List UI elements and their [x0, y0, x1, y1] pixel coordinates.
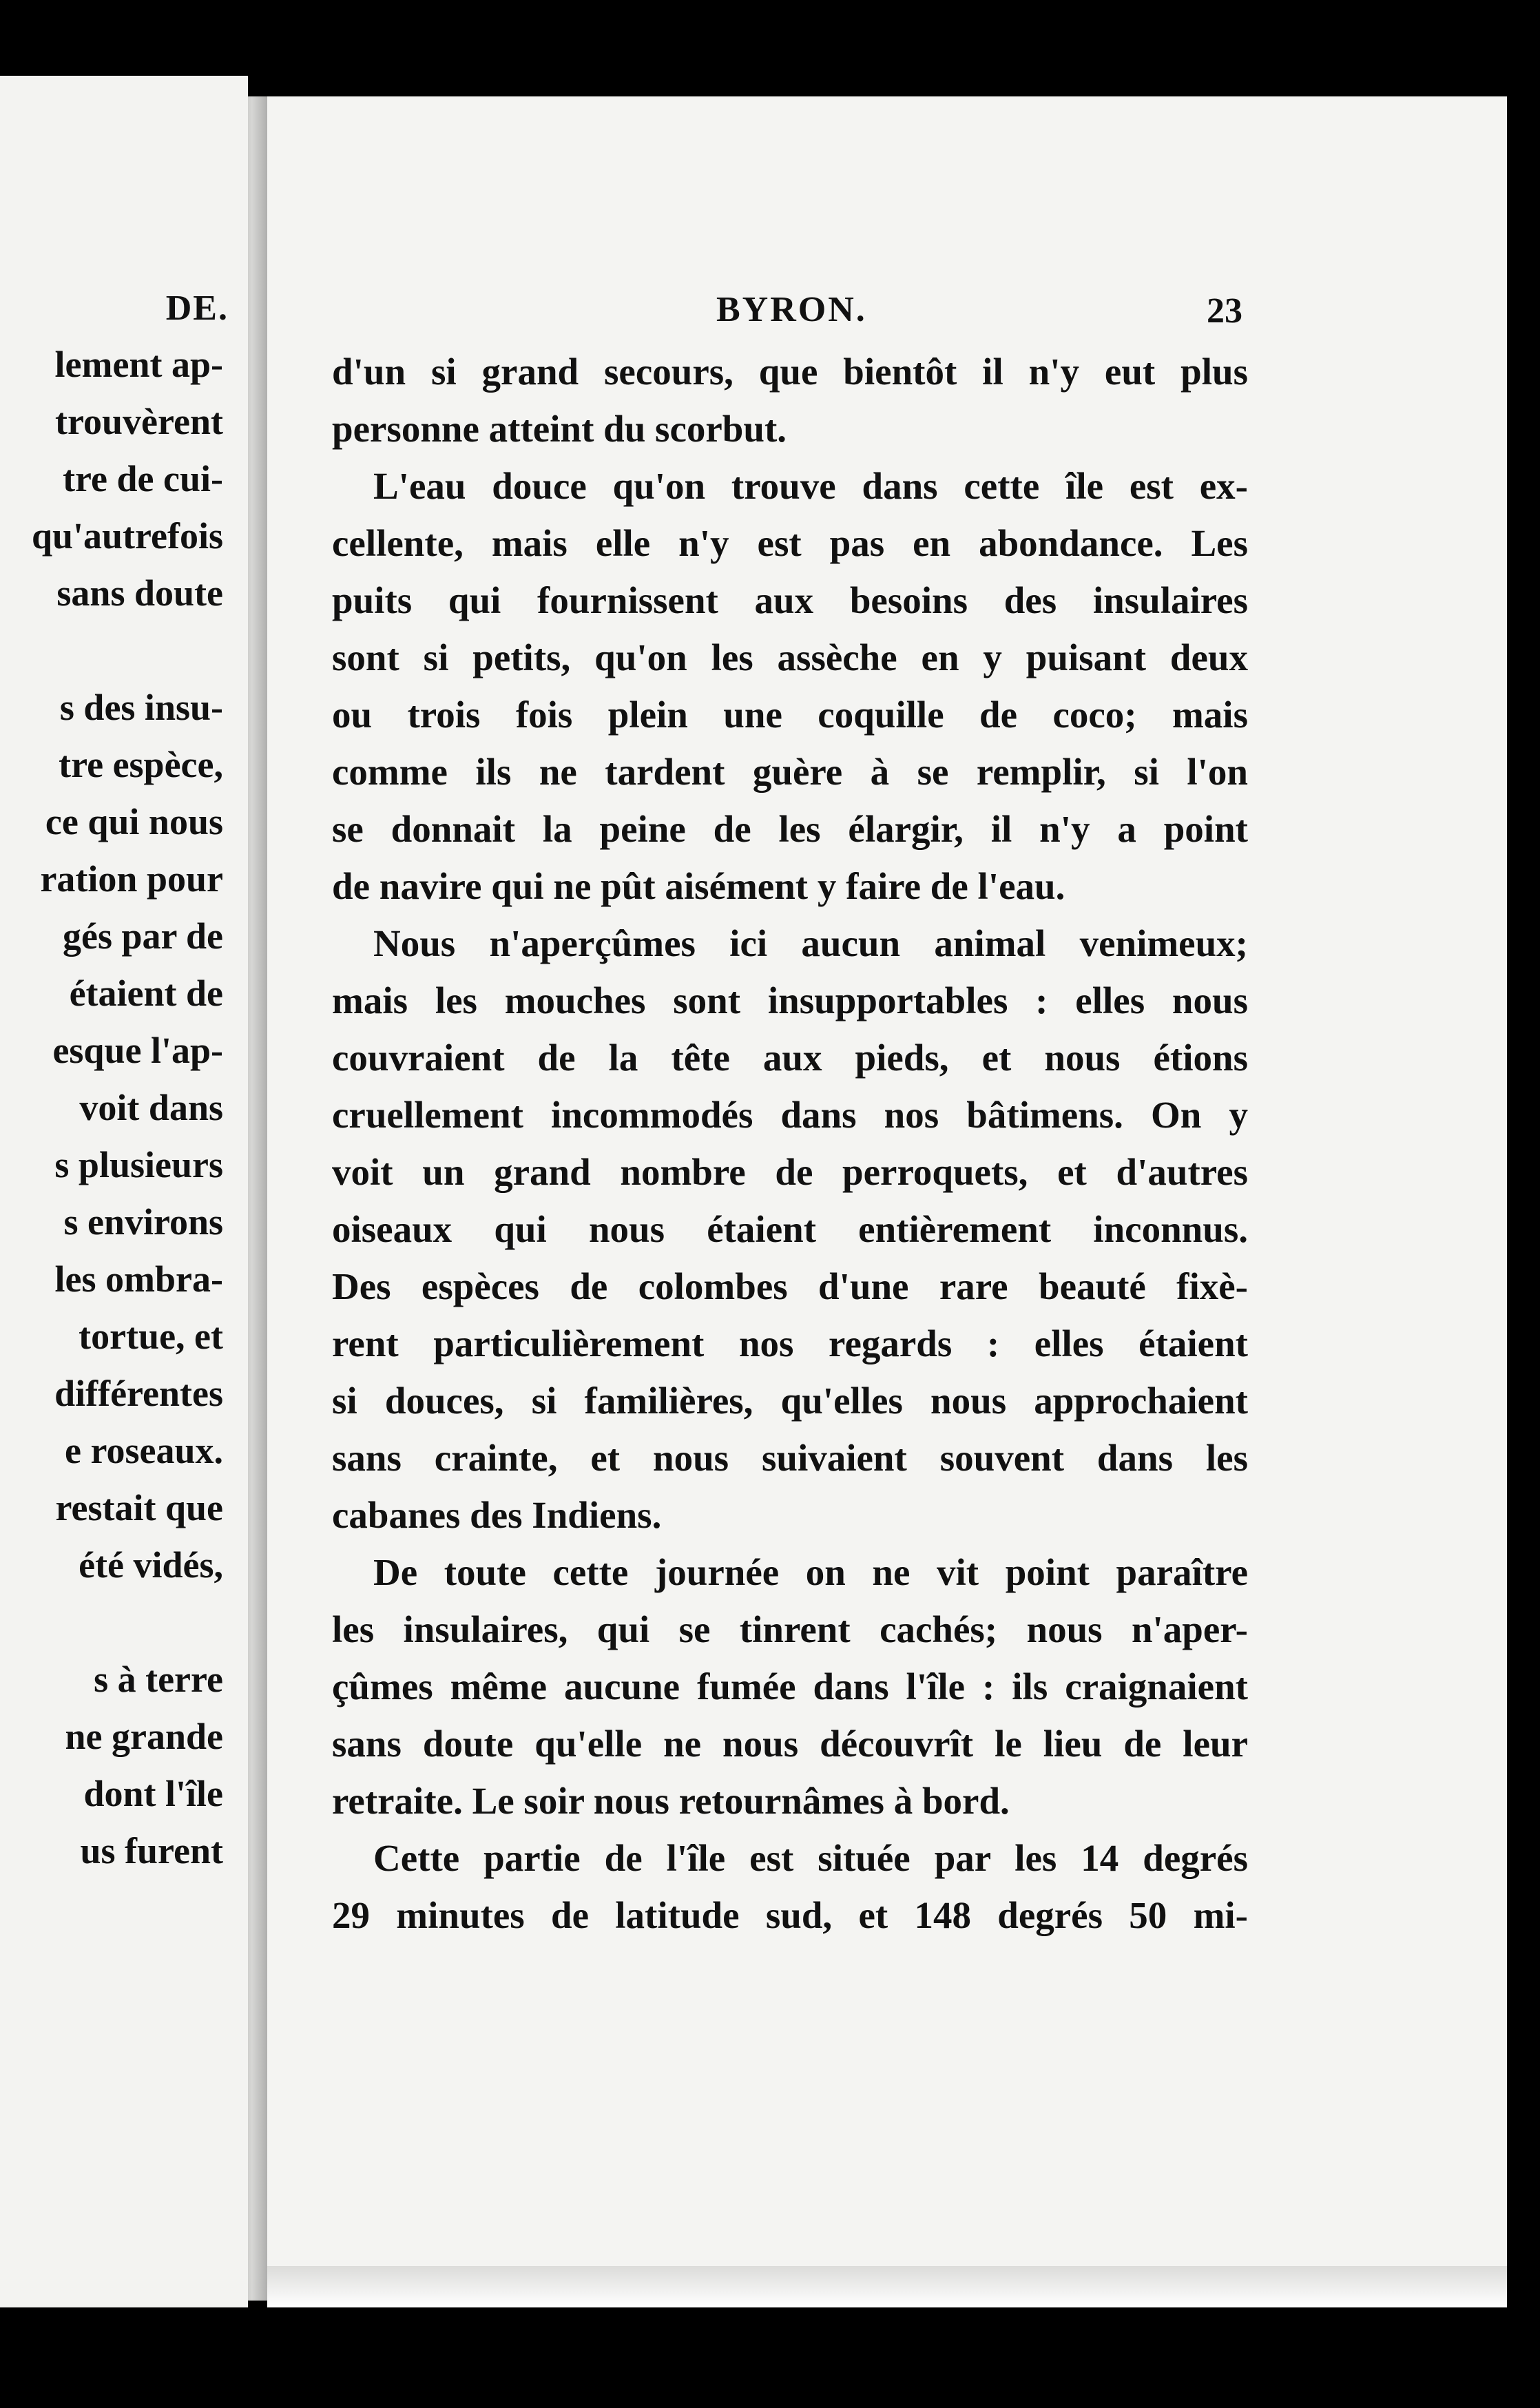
left-line: us furent [80, 1830, 223, 1871]
text-line: 29 minutes de latitude sud, et 148 degrés 50 mi- [332, 1894, 1248, 1936]
left-line: différentes [54, 1373, 223, 1414]
text-line: voit un grand nombre de perroquets, et d'autres [332, 1151, 1248, 1193]
text-line: puits qui fournissent aux besoins des insulaires [332, 579, 1248, 621]
text-line: de navire qui ne pût aisément y faire de l'eau. [332, 865, 1065, 907]
left-line: trouvèrent [55, 401, 223, 442]
left-line: sans doute [56, 572, 223, 614]
left-line [0, 1594, 223, 1651]
running-head: BYRON. [716, 290, 867, 329]
text-line: les insulaires, qui se tinrent cachés; nous n'aper- [332, 1608, 1248, 1650]
left-line: lement ap- [54, 344, 223, 385]
left-line [0, 622, 223, 679]
text-line: sans crainte, et nous suivaient souvent dans les [332, 1437, 1248, 1479]
text-line: sans doute qu'elle ne nous découvrît le lieu de leur [332, 1723, 1248, 1765]
text-line: cabanes des Indiens. [332, 1494, 662, 1536]
left-page [0, 76, 248, 2307]
left-line: esque l'ap- [52, 1030, 223, 1071]
left-line: les ombra- [54, 1258, 223, 1300]
left-line: s environs [63, 1201, 223, 1243]
left-line: étaient de [69, 973, 223, 1014]
text-line: çûmes même aucune fumée dans l'île : ils craignaient [332, 1665, 1248, 1708]
left-line: s des insu- [59, 687, 223, 728]
text-line: comme ils ne tardent guère à se remplir, si l'on [332, 751, 1248, 793]
text-line: si douces, si familières, qu'elles nous approchaient [332, 1380, 1248, 1422]
left-line: s plusieurs [54, 1144, 223, 1185]
left-line: été vidés, [79, 1544, 223, 1586]
left-line: ce qui nous [45, 801, 223, 842]
left-line: qu'autrefois [31, 515, 223, 557]
text-line: cruellement incommodés dans nos bâtimens. On y [332, 1094, 1248, 1136]
text-line: De toute cette journée on ne vit point paraître [373, 1551, 1248, 1593]
text-line: couvraient de la tête aux pieds, et nous étions [332, 1037, 1248, 1079]
left-line: ne grande [65, 1716, 223, 1757]
text-line: mais les mouches sont insupportables : elles nous [332, 979, 1248, 1021]
body-text [332, 343, 1248, 1944]
left-line: tre de cui- [63, 458, 223, 499]
page-bottom-shadow [267, 2266, 1507, 2307]
text-line: ou trois fois plein une coquille de coco; mais [332, 694, 1248, 736]
left-line: ration pour [40, 858, 223, 900]
left-line: gés par de [62, 915, 223, 957]
text-line: rent particulièrement nos regards : elles étaient [332, 1322, 1248, 1364]
left-line: voit dans [79, 1087, 223, 1128]
text-line: oiseaux qui nous étaient entièrement inconnus. [332, 1208, 1248, 1250]
text-line: Nous n'aperçûmes ici aucun animal venimeux; [373, 922, 1248, 964]
text-line: personne atteint du scorbut. [332, 408, 787, 450]
left-line: dont l'île [83, 1773, 223, 1814]
text-line: L'eau douce qu'on trouve dans cette île est ex- [373, 465, 1248, 507]
left-line: e roseaux. [65, 1430, 223, 1471]
left-page-text [0, 336, 223, 1880]
left-line: tortue, et [79, 1316, 223, 1357]
text-line: d'un si grand secours, que bientôt il n'y eut plus [332, 351, 1248, 393]
left-line: tre espèce, [59, 744, 223, 785]
left-line: restait que [55, 1487, 223, 1528]
page-number: 23 [1207, 291, 1242, 331]
text-line: Des espèces de colombes d'une rare beauté fixè- [332, 1265, 1248, 1307]
left-line: s à terre [94, 1659, 223, 1700]
text-line: Cette partie de l'île est située par les 14 degrés [373, 1837, 1248, 1879]
text-line: sont si petits, qu'on les assèche en y puisant deux [332, 636, 1248, 678]
text-line: retraite. Le soir nous retournâmes à bord. [332, 1780, 1010, 1822]
text-line: cellente, mais elle n'y est pas en abondance. Les [332, 522, 1248, 564]
text-line: se donnait la peine de les élargir, il n'y a point [332, 808, 1248, 850]
left-running-head: DE. [165, 289, 229, 328]
